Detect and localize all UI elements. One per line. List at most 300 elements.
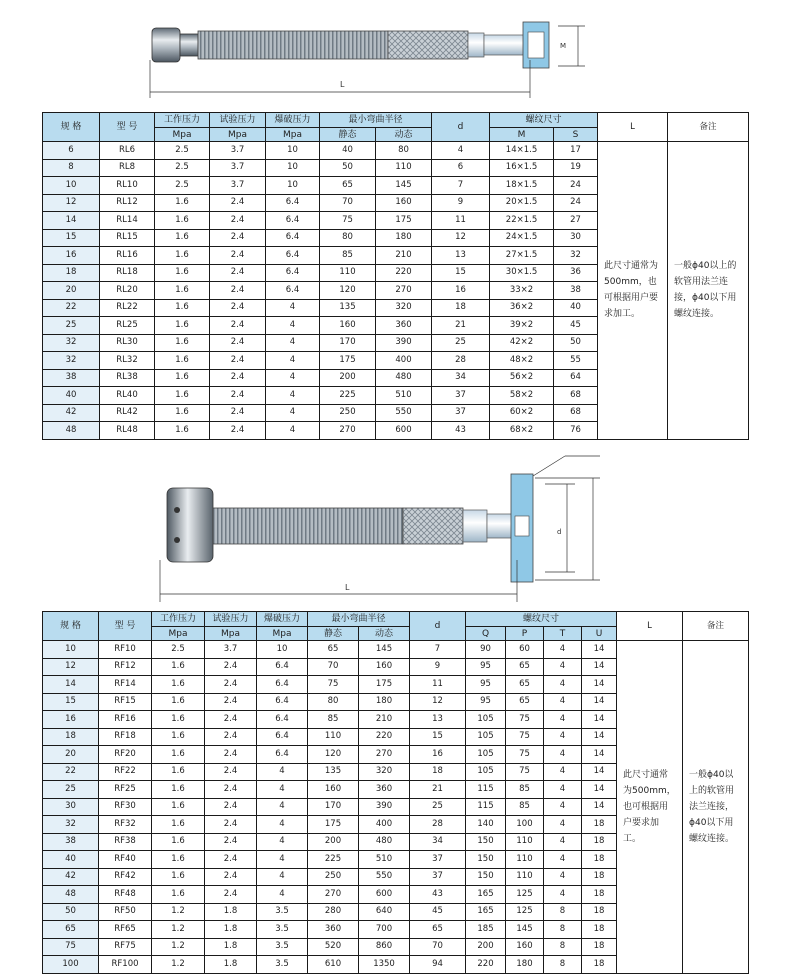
table-cell: 4: [266, 404, 320, 422]
table-cell: 2.5: [152, 641, 205, 659]
table-cell: 200: [320, 369, 376, 387]
table-cell: 610: [308, 956, 359, 974]
col-d: d: [432, 113, 490, 142]
col-test-pressure: 试验压力: [210, 113, 266, 128]
table-cell: 210: [359, 711, 410, 729]
table-cell: 3.5: [257, 956, 308, 974]
table-cell: 2.5: [155, 159, 210, 177]
table-cell: 4: [257, 868, 308, 886]
table-cell: 1.6: [152, 886, 205, 904]
rl-spec-table: [42, 112, 749, 440]
table-cell: 28: [432, 352, 490, 370]
col-min-bend: 最小弯曲半径: [320, 113, 432, 128]
table-cell: 6.4: [266, 194, 320, 212]
table-cell: 16: [410, 746, 466, 764]
table-cell: 64: [554, 369, 598, 387]
table-cell: RF38: [99, 833, 152, 851]
table-cell: 18: [582, 886, 617, 904]
length-label: L: [345, 583, 350, 592]
col-test-pressure: 试验压力: [205, 612, 257, 627]
table-cell: 135: [320, 299, 376, 317]
table-cell: 42: [43, 868, 99, 886]
table-cell: 640: [359, 903, 410, 921]
table-cell: 320: [376, 299, 432, 317]
table-cell: 480: [359, 833, 410, 851]
flange-end-icon: [463, 474, 533, 582]
table-cell: 1.6: [155, 422, 210, 440]
table-cell: 48: [43, 886, 99, 904]
remark-note: 一般ϕ40以上的软管用法兰连接，ϕ40以下用螺纹连接。: [683, 641, 749, 974]
table-cell: 180: [376, 229, 432, 247]
table-cell: 95: [466, 693, 506, 711]
table-cell: 270: [359, 746, 410, 764]
table-cell: 6.4: [266, 229, 320, 247]
table-cell: 40: [554, 299, 598, 317]
table-cell: 2.4: [205, 676, 257, 694]
table-cell: 125: [506, 886, 544, 904]
table-cell: 6.4: [266, 212, 320, 230]
table-cell: RF42: [99, 868, 152, 886]
table-cell: 24: [554, 177, 598, 195]
unit-label: Mpa: [152, 627, 205, 641]
col-length: L: [598, 113, 668, 142]
col-model: 型 号: [99, 612, 152, 641]
col-work-pressure: 工作压力: [155, 113, 210, 128]
table-cell: 390: [376, 334, 432, 352]
table-cell: RF16: [99, 711, 152, 729]
table-cell: 4: [266, 387, 320, 405]
table-cell: RL22: [100, 299, 155, 317]
table-cell: 6.4: [257, 693, 308, 711]
table-cell: 250: [320, 404, 376, 422]
table-cell: 40: [320, 142, 376, 160]
table-cell: 125: [506, 903, 544, 921]
table-cell: 58×2: [490, 387, 554, 405]
table-cell: 14: [43, 676, 99, 694]
table-cell: 65: [320, 177, 376, 195]
table-cell: 3.7: [210, 177, 266, 195]
braided-hose-icon: [198, 31, 468, 59]
table-cell: 25: [43, 317, 100, 335]
table-cell: 6.4: [257, 711, 308, 729]
table-cell: 65: [506, 676, 544, 694]
table-cell: 4: [544, 798, 582, 816]
table-cell: 1.6: [155, 264, 210, 282]
table-cell: 170: [320, 334, 376, 352]
table-cell: 65: [43, 921, 99, 939]
rf-table-body: [43, 641, 749, 974]
table-cell: 75: [506, 763, 544, 781]
table-cell: 2.4: [205, 798, 257, 816]
table-cell: 2.4: [210, 387, 266, 405]
table-cell: 360: [376, 317, 432, 335]
table-cell: 3.7: [210, 159, 266, 177]
table-cell: 17: [554, 142, 598, 160]
table-cell: 37: [432, 404, 490, 422]
table-cell: 80: [308, 693, 359, 711]
threaded-hose-drawing: [140, 8, 610, 100]
rl-table-body: [43, 142, 749, 440]
table-cell: 550: [359, 868, 410, 886]
table-cell: 105: [466, 711, 506, 729]
table-cell: 32: [43, 352, 100, 370]
table-cell: 25: [43, 781, 99, 799]
table-cell: 6: [43, 142, 100, 160]
table-cell: RL14: [100, 212, 155, 230]
table-cell: 1.6: [152, 851, 205, 869]
col-static: 静态: [308, 627, 359, 641]
table-cell: 1.6: [155, 247, 210, 265]
table-cell: 2.4: [210, 404, 266, 422]
table-cell: 14: [582, 798, 617, 816]
table-cell: 14: [582, 658, 617, 676]
table-cell: 68×2: [490, 422, 554, 440]
table-cell: 36×2: [490, 299, 554, 317]
table-cell: 145: [506, 921, 544, 939]
col-thread-q: Q: [466, 627, 506, 641]
table-cell: 6.4: [257, 676, 308, 694]
table-cell: 1.6: [152, 728, 205, 746]
table-cell: RL40: [100, 387, 155, 405]
table-cell: RF14: [99, 676, 152, 694]
table-cell: 1.6: [152, 658, 205, 676]
table-cell: 360: [359, 781, 410, 799]
table-cell: 70: [308, 658, 359, 676]
table-cell: RL32: [100, 352, 155, 370]
table-cell: 6.4: [257, 746, 308, 764]
table-cell: 8: [544, 903, 582, 921]
table-cell: 2.4: [205, 658, 257, 676]
table-cell: RL6: [100, 142, 155, 160]
table-cell: 160: [308, 781, 359, 799]
table-cell: 75: [506, 711, 544, 729]
table-cell: RF75: [99, 938, 152, 956]
table-cell: 75: [320, 212, 376, 230]
table-cell: 4: [257, 816, 308, 834]
table-cell: 22×1.5: [490, 212, 554, 230]
table-cell: 45: [410, 903, 466, 921]
col-thread: 螺纹尺寸: [490, 113, 598, 128]
table-cell: 40: [43, 851, 99, 869]
table-cell: 14: [582, 728, 617, 746]
table-cell: 110: [376, 159, 432, 177]
table-cell: 2.4: [210, 264, 266, 282]
table-cell: 85: [506, 798, 544, 816]
table-cell: 220: [466, 956, 506, 974]
table-cell: 150: [466, 851, 506, 869]
table-cell: 18: [43, 728, 99, 746]
table-cell: 600: [359, 886, 410, 904]
table-cell: RF25: [99, 781, 152, 799]
table-cell: 65: [308, 641, 359, 659]
table-cell: 9: [432, 194, 490, 212]
table-cell: 160: [506, 938, 544, 956]
table-cell: 37: [410, 851, 466, 869]
table-cell: RL30: [100, 334, 155, 352]
col-length: L: [617, 612, 683, 641]
table-cell: 160: [376, 194, 432, 212]
table-cell: 16: [432, 282, 490, 300]
table-cell: 180: [359, 693, 410, 711]
table-cell: 85: [320, 247, 376, 265]
col-thread-m: M: [490, 128, 554, 142]
table-cell: 25: [432, 334, 490, 352]
table-cell: 65: [506, 658, 544, 676]
table-cell: RL20: [100, 282, 155, 300]
table-cell: 210: [376, 247, 432, 265]
table-cell: 4: [544, 711, 582, 729]
table-cell: 76: [554, 422, 598, 440]
table-cell: 2.4: [210, 229, 266, 247]
table-cell: 56×2: [490, 369, 554, 387]
table-cell: 50: [320, 159, 376, 177]
col-thread-u: U: [582, 627, 617, 641]
table-cell: 225: [308, 851, 359, 869]
table-cell: 145: [359, 641, 410, 659]
remark-note: 一般ϕ40以上的软管用法兰连接，ϕ40以下用螺纹连接。: [668, 142, 749, 440]
table-cell: 600: [376, 422, 432, 440]
table-cell: RL42: [100, 404, 155, 422]
table-cell: 12: [410, 693, 466, 711]
table-cell: RF50: [99, 903, 152, 921]
table-cell: 1.2: [152, 921, 205, 939]
table-cell: 20×1.5: [490, 194, 554, 212]
table-cell: 2.4: [205, 728, 257, 746]
table-cell: RF30: [99, 798, 152, 816]
table-cell: 1.6: [155, 212, 210, 230]
table-cell: 90: [466, 641, 506, 659]
table-cell: 11: [410, 676, 466, 694]
table-cell: 75: [506, 746, 544, 764]
length-label: L: [340, 80, 345, 89]
table-cell: 550: [376, 404, 432, 422]
table-cell: 75: [308, 676, 359, 694]
table-cell: 70: [320, 194, 376, 212]
table-cell: 510: [359, 851, 410, 869]
table-cell: 1.6: [152, 676, 205, 694]
table-cell: 94: [410, 956, 466, 974]
table-cell: 390: [359, 798, 410, 816]
table-cell: 7: [410, 641, 466, 659]
table-cell: 30: [43, 798, 99, 816]
table-cell: 27: [554, 212, 598, 230]
table-row: [43, 641, 749, 659]
col-work-pressure: 工作压力: [152, 612, 205, 627]
table-cell: 2.4: [210, 352, 266, 370]
table-cell: 27×1.5: [490, 247, 554, 265]
table-cell: 2.4: [210, 299, 266, 317]
table-cell: 2.4: [205, 833, 257, 851]
table-cell: 115: [466, 798, 506, 816]
table-cell: 20: [43, 282, 100, 300]
table-cell: 15: [410, 728, 466, 746]
table-cell: 2.4: [210, 369, 266, 387]
table-cell: 12: [43, 194, 100, 212]
table-cell: 140: [466, 816, 506, 834]
table-cell: 16: [43, 711, 99, 729]
table-cell: 18: [582, 956, 617, 974]
table-cell: 175: [359, 676, 410, 694]
table-cell: 14×1.5: [490, 142, 554, 160]
table-cell: 14: [43, 212, 100, 230]
table-cell: 80: [376, 142, 432, 160]
table-cell: 4: [544, 658, 582, 676]
table-cell: 110: [308, 728, 359, 746]
table-cell: 18: [43, 264, 100, 282]
table-cell: 175: [320, 352, 376, 370]
table-cell: 80: [320, 229, 376, 247]
col-model: 型 号: [100, 113, 155, 142]
col-min-bend: 最小弯曲半径: [308, 612, 410, 627]
table-cell: 3.5: [257, 903, 308, 921]
table-cell: 115: [466, 781, 506, 799]
table-cell: 38: [43, 833, 99, 851]
table-cell: 120: [320, 282, 376, 300]
table-cell: 22: [43, 763, 99, 781]
table-cell: 1.6: [155, 334, 210, 352]
table-cell: RL18: [100, 264, 155, 282]
table-cell: 42: [43, 404, 100, 422]
table-cell: 14: [582, 711, 617, 729]
table-cell: 1.6: [155, 369, 210, 387]
table-cell: 6.4: [266, 282, 320, 300]
table-cell: 3.5: [257, 921, 308, 939]
table-cell: 4: [544, 868, 582, 886]
table-cell: RL15: [100, 229, 155, 247]
table-cell: 4: [544, 676, 582, 694]
table-cell: 1.6: [152, 763, 205, 781]
col-dynamic: 动态: [376, 128, 432, 142]
table-cell: 270: [320, 422, 376, 440]
table-cell: 4: [257, 833, 308, 851]
table-cell: 220: [359, 728, 410, 746]
table-cell: 45: [554, 317, 598, 335]
unit-label: Mpa: [155, 128, 210, 142]
table-cell: 32: [554, 247, 598, 265]
table-cell: 4: [544, 833, 582, 851]
table-cell: 250: [308, 868, 359, 886]
table-cell: 10: [257, 641, 308, 659]
table-cell: 10: [43, 641, 99, 659]
table-cell: 165: [466, 903, 506, 921]
table-cell: 20: [43, 746, 99, 764]
table-cell: 85: [506, 781, 544, 799]
col-remark: 备注: [683, 612, 749, 641]
table-cell: 1.8: [205, 903, 257, 921]
table-cell: 360: [308, 921, 359, 939]
table-cell: 2.4: [210, 282, 266, 300]
table-cell: RL16: [100, 247, 155, 265]
table-cell: 8: [544, 938, 582, 956]
col-d: d: [410, 612, 466, 641]
table-cell: 3.7: [205, 641, 257, 659]
table-cell: 2.4: [210, 334, 266, 352]
m-label: M: [560, 42, 567, 50]
table-cell: 60×2: [490, 404, 554, 422]
flange-icon: [167, 488, 213, 562]
col-burst-pressure: 爆破压力: [257, 612, 308, 627]
table-cell: 2.4: [205, 886, 257, 904]
table-cell: RL10: [100, 177, 155, 195]
table-cell: 150: [466, 833, 506, 851]
table-cell: 37: [410, 868, 466, 886]
table-cell: 68: [554, 387, 598, 405]
table-cell: 2.4: [210, 422, 266, 440]
table-cell: 2.4: [205, 816, 257, 834]
table-cell: 60: [506, 641, 544, 659]
table-cell: 2.4: [205, 711, 257, 729]
table-cell: 95: [466, 658, 506, 676]
table-cell: 43: [432, 422, 490, 440]
unit-label: Mpa: [205, 627, 257, 641]
table-cell: 30×1.5: [490, 264, 554, 282]
length-note: 此尺寸通常为500mm，也可根据用户要求加工。: [617, 641, 683, 974]
table-cell: 15: [43, 693, 99, 711]
table-cell: 105: [466, 763, 506, 781]
table-cell: 18: [582, 833, 617, 851]
table-cell: 9: [410, 658, 466, 676]
table-cell: RL8: [100, 159, 155, 177]
table-cell: 14: [582, 693, 617, 711]
table-cell: 6: [432, 159, 490, 177]
length-note: 此尺寸通常为500mm，也可根据用户要求加工。: [598, 142, 668, 440]
table-cell: 8: [43, 159, 100, 177]
table-cell: 25: [410, 798, 466, 816]
table-cell: 48: [43, 422, 100, 440]
table-cell: 18: [582, 816, 617, 834]
table-cell: 32: [43, 816, 99, 834]
table-cell: 12: [43, 658, 99, 676]
table-cell: 4: [257, 886, 308, 904]
table-cell: 4: [266, 369, 320, 387]
unit-label: Mpa: [210, 128, 266, 142]
table-cell: RF12: [99, 658, 152, 676]
table-cell: 24×1.5: [490, 229, 554, 247]
table-cell: 1.6: [155, 229, 210, 247]
table-cell: 2.5: [155, 142, 210, 160]
table-cell: 110: [320, 264, 376, 282]
table-cell: 65: [410, 921, 466, 939]
table-cell: 4: [544, 816, 582, 834]
table-cell: RF32: [99, 816, 152, 834]
col-burst-pressure: 爆破压力: [266, 113, 320, 128]
table-cell: 22: [43, 299, 100, 317]
table-cell: 1.6: [152, 711, 205, 729]
table-cell: 18: [432, 299, 490, 317]
table-cell: 12: [432, 229, 490, 247]
table-cell: 860: [359, 938, 410, 956]
rf-spec-table: [42, 611, 749, 974]
table-cell: 270: [308, 886, 359, 904]
table-cell: 160: [359, 658, 410, 676]
unit-label: Mpa: [266, 128, 320, 142]
table-cell: 1.6: [155, 299, 210, 317]
table-cell: 180: [506, 956, 544, 974]
table-cell: 110: [506, 851, 544, 869]
table-cell: 105: [466, 728, 506, 746]
table-cell: 2.4: [210, 194, 266, 212]
table-cell: 14: [582, 746, 617, 764]
table-cell: 14: [582, 781, 617, 799]
table-cell: 4: [544, 641, 582, 659]
table-cell: 50: [554, 334, 598, 352]
table-cell: 1.6: [152, 693, 205, 711]
table-cell: 2.4: [205, 781, 257, 799]
table-cell: 4: [257, 763, 308, 781]
col-thread-t: T: [544, 627, 582, 641]
table-cell: 520: [308, 938, 359, 956]
table-cell: 700: [359, 921, 410, 939]
